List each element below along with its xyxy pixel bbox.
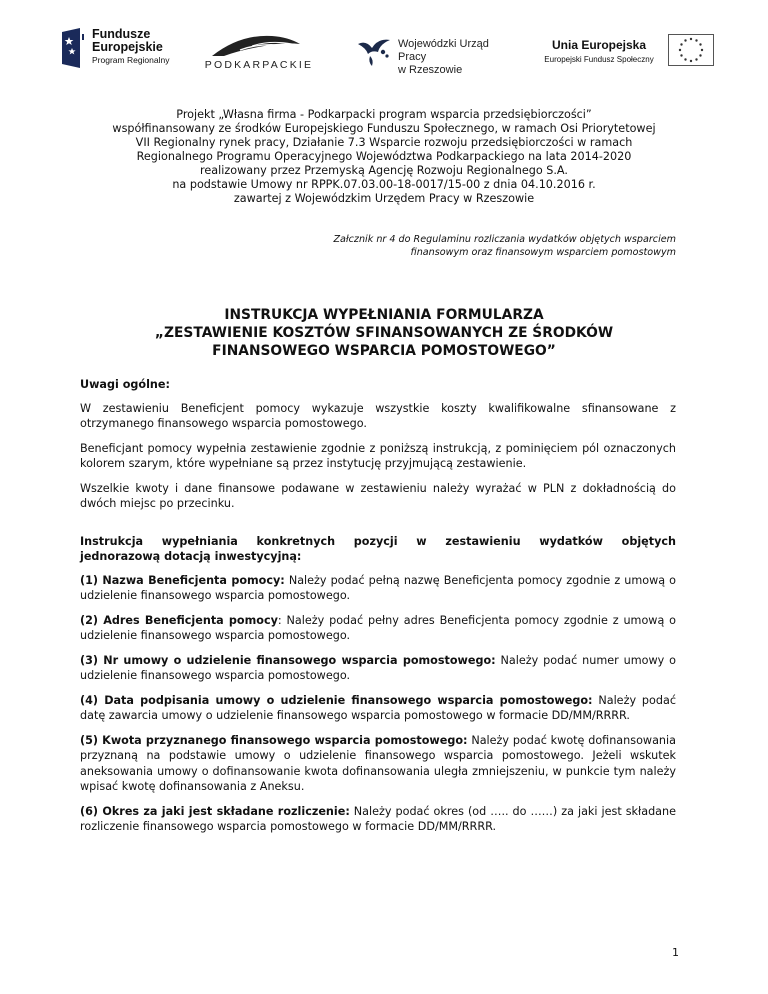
wup-logo: [356, 34, 516, 76]
instruction-item: [80, 804, 676, 835]
instruction-text: Należy podać okres (od ….. do ……) za jaki jest składane rozliczenie finansowego wsparcia pomostowego w formacie DD/MM/RRRR.: [80, 804, 676, 833]
instruction-text: : Należy podać pełny adres Beneficjenta pomocy zgodnie z umową o udzielenie finansowego wsparcia pomostowego.: [80, 613, 677, 642]
podkarpackie-label: PODKARPACKIE: [204, 59, 314, 71]
instruction-label: (5) Kwota przyznanego finansowego wsparcia pomostowego:: [80, 733, 468, 747]
instruction-text: Należy podać datę zawarcia umowy o udzielenie finansowego wsparcia pomostowego w formacie DD/MM/RRRR.: [80, 693, 676, 722]
project-line: zawartej z Wojewódzkim Urzędem Pracy w Rzeszowie: [233, 192, 535, 205]
fundusze-europejskie-mark-icon: [62, 28, 86, 68]
project-header: [60, 108, 708, 206]
general-heading: Uwagi ogólne:: [80, 378, 170, 391]
fundusze-line1: Fundusze: [92, 27, 151, 41]
project-line: Projekt „Własna firma - Podkarpacki program wsparcia przedsiębiorczości”: [176, 108, 592, 121]
fundusze-line3: Program Regionalny: [92, 55, 170, 65]
page-number: 1: [672, 946, 679, 959]
title-line: INSTRUKCJA WYPEŁNIANIA FORMULARZA: [224, 307, 544, 323]
instruction-label: (2) Adres Beneficjenta pomocy: [80, 613, 278, 627]
instruction-label: (3) Nr umowy o udzielenie finansowego wsparcia pomostowego:: [80, 653, 496, 667]
instruction-item: [80, 693, 676, 724]
specific-heading-line1: Instrukcja wypełniania konkretnych pozycji w zestawieniu wydatków objętych: [80, 534, 676, 548]
annex-line: finansowym oraz finansowym wsparciem pomostowym: [410, 247, 676, 258]
eu-flag-icon: [668, 34, 714, 66]
document-body: [80, 377, 676, 844]
instruction-text: Należy podać numer umowy o udzielenie finansowego wsparcia pomostowego.: [80, 653, 676, 682]
podkarpackie-mountain-icon: [200, 32, 318, 58]
project-line: Regionalnego Programu Operacyjnego Województwa Podkarpackiego na lata 2014-2020: [136, 150, 632, 163]
document-title: [60, 306, 708, 360]
fundusze-europejskie-logo: [62, 28, 182, 72]
instruction-item: [80, 733, 676, 795]
specific-heading-line2: jednorazową dotacją inwestycyjną:: [80, 550, 302, 563]
ue-line1: Unia Europejska: [551, 38, 647, 52]
wup-line1: Wojewódzki Urząd Pracy: [398, 38, 489, 63]
project-line: na podstawie Umowy nr RPPK.07.03.00-18-0017/15-00 z dnia 04.10.2016 r.: [172, 178, 596, 191]
unia-europejska-logo: [536, 34, 716, 74]
instruction-item: [80, 573, 676, 604]
annex-line: Załcznik nr 4 do Regulaminu rozliczania wydatków objętych wsparciem: [333, 234, 676, 245]
instruction-text: Należy podać pełną nazwę Beneficjenta pomocy zgodnie z umową o udzielenie finansowego wsparcia pomostowego.: [80, 573, 676, 602]
general-paragraph: Wszelkie kwoty i dane finansowe podawane w zestawieniu należy wyrażać w PLN z dokładnością do dwóch miejsc po przecinku.: [80, 481, 676, 510]
instruction-text: Należy podać kwotę dofinansowania przyznaną na podstawie umowy o udzielenie finansowego wsparcia pomostowego. Jeżeli wskutek aneksowania umowy o dofinansowanie kwota dofinansowania uległa zmniejszeniu, w punkcie tym należy wpisać kwotę dofinansowania z Aneksu.: [80, 733, 676, 793]
project-line: realizowany przez Przemyską Agencję Rozwoju Regionalnego S.A.: [200, 164, 568, 177]
instruction-label: (6) Okres za jaki jest składane rozliczenie:: [80, 804, 350, 818]
general-paragraph: Beneficjant pomocy wypełnia zestawienie zgodnie z poniższą instrukcją, z pominięciem pól oznaczonych kolorem szarym, które wypełniane są przez instytucję przyjmującą zestawienie.: [80, 441, 676, 470]
instruction-item: [80, 653, 676, 684]
wup-bird-icon: [356, 34, 396, 68]
title-line: „ZESTAWIENIE KOSZTÓW SFINANSOWANYCH ZE ŚRODKÓW: [154, 325, 614, 341]
wup-line2: w Rzeszowie: [398, 64, 463, 76]
title-line: FINANSOWEGO WSPARCIA POMOSTOWEGO”: [212, 343, 556, 359]
instruction-label: (4) Data podpisania umowy o udzielenie finansowego wsparcia pomostowego:: [80, 693, 593, 707]
podkarpackie-logo: [200, 32, 318, 72]
ue-line2: Europejski Fundusz Społeczny: [544, 55, 654, 64]
fundusze-line2: Europejskie: [92, 39, 163, 54]
instruction-item: [80, 613, 676, 644]
specific-heading: [80, 534, 676, 565]
instruction-label: (1) Nazwa Beneficjenta pomocy:: [80, 573, 285, 587]
logo-strip: [0, 0, 768, 86]
project-line: współfinansowany ze środków Europejskiego Funduszu Społecznego, w ramach Osi Priorytetowej: [112, 122, 656, 135]
general-paragraph: W zestawieniu Beneficjent pomocy wykazuje wszystkie koszty kwalifikowalne sfinansowane z otrzymanego finansowego wsparcia pomostowego.: [80, 401, 676, 430]
project-line: VII Regionalny rynek pracy, Działanie 7.3 Wsparcie rozwoju przedsiębiorczości w ramach: [135, 136, 633, 149]
annex-note: [276, 233, 676, 259]
